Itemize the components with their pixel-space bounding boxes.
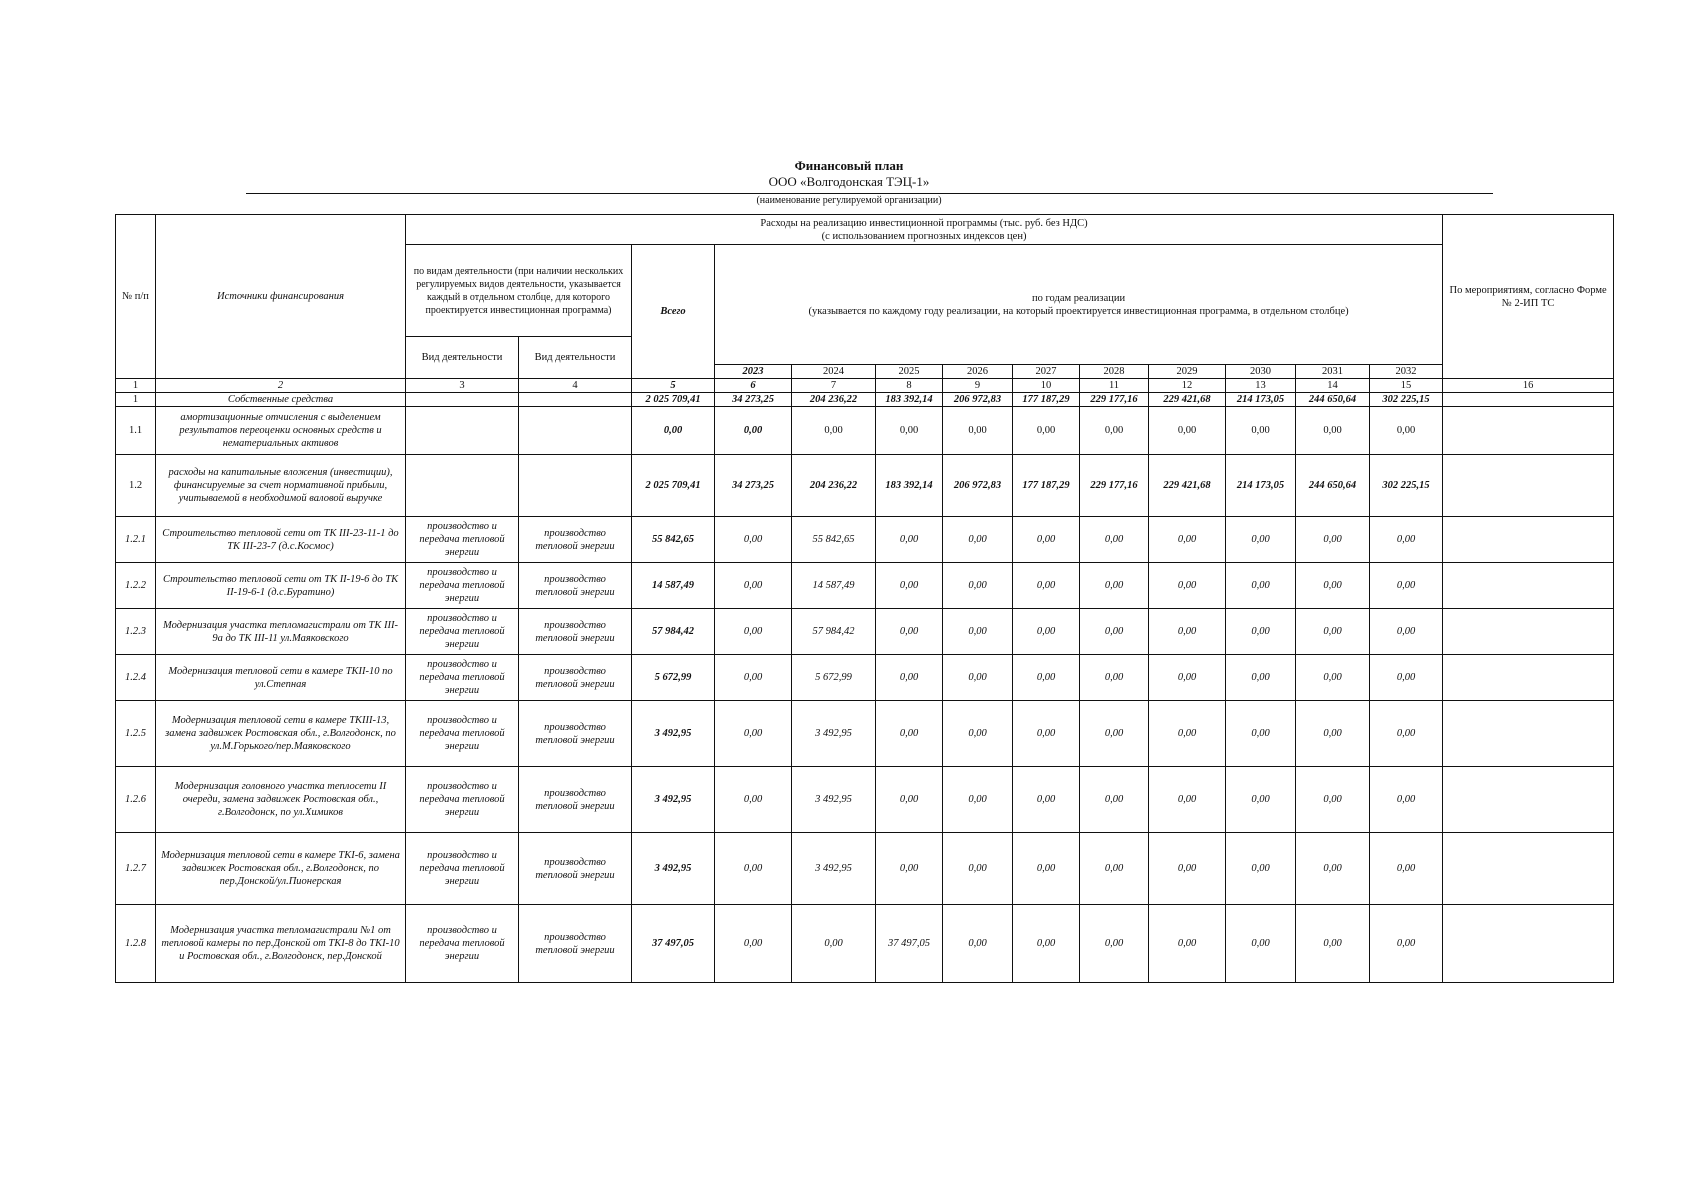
row-year-value: 14 587,49 <box>792 563 876 609</box>
row-year-value: 0,00 <box>1013 563 1080 609</box>
row-activity-a: производство и передача тепловой энергии <box>406 701 519 767</box>
row-year-value: 0,00 <box>1226 701 1296 767</box>
row-year-value: 0,00 <box>1080 655 1149 701</box>
row-year-value: 0,00 <box>876 701 943 767</box>
col-header-activity-b: Вид деятельности <box>519 337 632 379</box>
row-year-value: 0,00 <box>1080 767 1149 833</box>
row-source: амортизационные отчисления с выделением результатов переоценки основных средств и нематериальных активов <box>156 407 406 455</box>
col-header-year: 2026 <box>943 365 1013 379</box>
column-index-cell: 7 <box>792 379 876 393</box>
row-year-value: 0,00 <box>1296 767 1370 833</box>
row-year-value: 5 672,99 <box>792 655 876 701</box>
row-year-value: 302 225,15 <box>1370 455 1443 517</box>
row-year-value: 0,00 <box>1013 407 1080 455</box>
row-number: 1.2.2 <box>116 563 156 609</box>
row-year-value: 3 492,95 <box>792 701 876 767</box>
row-activity-b: производство тепловой энергии <box>519 563 632 609</box>
row-total: 2 025 709,41 <box>632 393 715 407</box>
row-total: 2 025 709,41 <box>632 455 715 517</box>
row-total: 3 492,95 <box>632 833 715 905</box>
row-activity-b <box>519 455 632 517</box>
row-year-value: 0,00 <box>1080 407 1149 455</box>
organization-underline <box>246 193 1493 194</box>
row-year-value: 0,00 <box>1013 701 1080 767</box>
row-year-value: 0,00 <box>1080 905 1149 983</box>
row-year-value: 0,00 <box>876 767 943 833</box>
row-source: расходы на капитальные вложения (инвестиции), финансируемые за счет нормативной прибыли, учитываемой в необходимой валовой выручке <box>156 455 406 517</box>
row-measures <box>1443 609 1614 655</box>
row-year-value: 0,00 <box>1149 563 1226 609</box>
row-number: 1.2.5 <box>116 701 156 767</box>
row-total: 55 842,65 <box>632 517 715 563</box>
row-source: Модернизация головного участка теплосети II очереди, замена задвижек Ростовская обл., г.Волгодонск, по ул.Химиков <box>156 767 406 833</box>
row-year-value: 0,00 <box>715 701 792 767</box>
row-year-value: 229 421,68 <box>1149 455 1226 517</box>
table-row <box>116 833 1614 905</box>
row-year-value: 0,00 <box>943 833 1013 905</box>
col-header-num: № п/п <box>116 215 156 379</box>
financial-plan-table <box>115 214 1614 983</box>
row-activity-a: производство и передача тепловой энергии <box>406 833 519 905</box>
row-year-value: 57 984,42 <box>792 609 876 655</box>
row-total: 5 672,99 <box>632 655 715 701</box>
row-activity-a: производство и передача тепловой энергии <box>406 609 519 655</box>
row-year-value: 0,00 <box>1370 563 1443 609</box>
row-year-value: 206 972,83 <box>943 393 1013 407</box>
column-index-cell: 4 <box>519 379 632 393</box>
column-index-cell: 1 <box>116 379 156 393</box>
row-year-value: 0,00 <box>1080 609 1149 655</box>
row-year-value: 0,00 <box>943 517 1013 563</box>
row-year-value: 229 421,68 <box>1149 393 1226 407</box>
row-year-value: 0,00 <box>1370 701 1443 767</box>
col-header-activity-a: Вид деятельности <box>406 337 519 379</box>
row-year-value: 183 392,14 <box>876 455 943 517</box>
row-source: Строительство тепловой сети от ТК III-23-11-1 до ТК III-23-7 (д.с.Космос) <box>156 517 406 563</box>
column-index-cell: 16 <box>1443 379 1614 393</box>
row-activity-b <box>519 407 632 455</box>
row-number: 1 <box>116 393 156 407</box>
row-year-value: 0,00 <box>1013 905 1080 983</box>
row-activity-a <box>406 393 519 407</box>
row-year-value: 177 187,29 <box>1013 455 1080 517</box>
row-year-value: 0,00 <box>1296 609 1370 655</box>
row-source: Модернизация участка тепломагистрали №1 от тепловой камеры по пер.Донской от ТКI-8 до ТКI-10 и Ростовская обл., г.Волгодонск, пер.Донской <box>156 905 406 983</box>
row-activity-b: производство тепловой энергии <box>519 655 632 701</box>
group-header-expenses-subtitle: (с использованием прогнозных индексов цен) <box>821 230 1027 242</box>
col-header-year: 2025 <box>876 365 943 379</box>
row-total: 14 587,49 <box>632 563 715 609</box>
row-year-value: 0,00 <box>1149 407 1226 455</box>
row-year-value: 0,00 <box>1013 517 1080 563</box>
row-year-value: 0,00 <box>1370 655 1443 701</box>
row-source: Строительство тепловой сети от ТК II-19-6 до ТК II-19-6-1 (д.с.Буратино) <box>156 563 406 609</box>
row-year-value: 0,00 <box>1226 767 1296 833</box>
row-measures <box>1443 517 1614 563</box>
row-year-value: 0,00 <box>1226 609 1296 655</box>
row-year-value: 0,00 <box>1296 833 1370 905</box>
row-year-value: 0,00 <box>1013 767 1080 833</box>
row-year-value: 0,00 <box>1296 905 1370 983</box>
row-year-value: 3 492,95 <box>792 767 876 833</box>
row-year-value: 34 273,25 <box>715 455 792 517</box>
row-activity-a: производство и передача тепловой энергии <box>406 517 519 563</box>
row-number: 1.1 <box>116 407 156 455</box>
row-year-value: 0,00 <box>1226 563 1296 609</box>
row-year-value: 3 492,95 <box>792 833 876 905</box>
row-year-value: 0,00 <box>943 407 1013 455</box>
row-year-value: 0,00 <box>1370 767 1443 833</box>
organization-name: ООО «Волгодонская ТЭЦ-1» <box>768 174 930 189</box>
row-activity-b: производство тепловой энергии <box>519 701 632 767</box>
row-year-value: 0,00 <box>715 655 792 701</box>
row-year-value: 0,00 <box>715 517 792 563</box>
column-index-cell: 8 <box>876 379 943 393</box>
row-activity-a: производство и передача тепловой энергии <box>406 563 519 609</box>
row-number: 1.2.7 <box>116 833 156 905</box>
row-year-value: 0,00 <box>1149 701 1226 767</box>
organization-note: (наименование регулируемой организации) <box>756 195 942 206</box>
col-header-year: 2028 <box>1080 365 1149 379</box>
table-row <box>116 455 1614 517</box>
row-total: 3 492,95 <box>632 701 715 767</box>
row-year-value: 229 177,16 <box>1080 455 1149 517</box>
row-measures <box>1443 407 1614 455</box>
row-year-value: 0,00 <box>1149 655 1226 701</box>
row-year-value: 0,00 <box>1296 407 1370 455</box>
column-index-cell: 6 <box>715 379 792 393</box>
row-year-value: 0,00 <box>715 609 792 655</box>
row-activity-b: производство тепловой энергии <box>519 833 632 905</box>
column-index-cell: 14 <box>1296 379 1370 393</box>
table-row <box>116 407 1614 455</box>
row-total: 57 984,42 <box>632 609 715 655</box>
table-row <box>116 905 1614 983</box>
row-year-value: 0,00 <box>1149 609 1226 655</box>
column-index-cell: 3 <box>406 379 519 393</box>
col-header-year: 2031 <box>1296 365 1370 379</box>
row-number: 1.2.6 <box>116 767 156 833</box>
row-year-value: 0,00 <box>715 833 792 905</box>
column-index-cell: 10 <box>1013 379 1080 393</box>
row-year-value: 0,00 <box>1296 701 1370 767</box>
col-header-total: Всего <box>632 245 715 379</box>
column-index-cell: 11 <box>1080 379 1149 393</box>
row-number: 1.2 <box>116 455 156 517</box>
row-activity-a: производство и передача тепловой энергии <box>406 655 519 701</box>
row-year-value: 244 650,64 <box>1296 455 1370 517</box>
row-total: 3 492,95 <box>632 767 715 833</box>
row-measures <box>1443 905 1614 983</box>
row-year-value: 302 225,15 <box>1370 393 1443 407</box>
row-year-value: 37 497,05 <box>876 905 943 983</box>
row-year-value: 0,00 <box>715 905 792 983</box>
row-year-value: 204 236,22 <box>792 393 876 407</box>
row-source: Собственные средства <box>156 393 406 407</box>
row-year-value: 0,00 <box>876 609 943 655</box>
row-year-value: 0,00 <box>1370 833 1443 905</box>
row-number: 1.2.8 <box>116 905 156 983</box>
table-row <box>116 609 1614 655</box>
column-index-cell: 9 <box>943 379 1013 393</box>
table-row <box>116 655 1614 701</box>
row-year-value: 0,00 <box>1370 905 1443 983</box>
row-year-value: 0,00 <box>876 563 943 609</box>
row-year-value: 55 842,65 <box>792 517 876 563</box>
row-year-value: 0,00 <box>943 767 1013 833</box>
document-header <box>0 158 1698 190</box>
row-year-value: 0,00 <box>715 767 792 833</box>
row-measures <box>1443 563 1614 609</box>
group-header-activity: по видам деятельности (при наличии нескольких регулируемых видов деятельности, указывается каждый в отдельном столбце, для которого проектируется инвестиционная программа) <box>406 245 632 337</box>
col-header-year: 2029 <box>1149 365 1226 379</box>
group-header-years-subtitle: (указывается по каждому году реализации, на который проектируется инвестиционная программа, в отдельном столбце) <box>808 305 1349 317</box>
row-year-value: 0,00 <box>1149 905 1226 983</box>
column-index-cell: 2 <box>156 379 406 393</box>
row-activity-a: производство и передача тепловой энергии <box>406 905 519 983</box>
col-header-year: 2030 <box>1226 365 1296 379</box>
row-year-value: 0,00 <box>943 609 1013 655</box>
row-year-value: 0,00 <box>943 563 1013 609</box>
row-source: Модернизация участка тепломагистрали от ТК III-9а до ТК III-11 ул.Маяковского <box>156 609 406 655</box>
row-total: 37 497,05 <box>632 905 715 983</box>
row-year-value: 0,00 <box>1226 517 1296 563</box>
row-year-value: 0,00 <box>876 655 943 701</box>
row-year-value: 0,00 <box>1226 833 1296 905</box>
col-header-year: 2032 <box>1370 365 1443 379</box>
row-total: 0,00 <box>632 407 715 455</box>
row-year-value: 0,00 <box>792 407 876 455</box>
group-header-years-title: по годам реализации <box>1032 292 1126 304</box>
row-year-value: 0,00 <box>1013 609 1080 655</box>
row-activity-b: производство тепловой энергии <box>519 517 632 563</box>
row-measures <box>1443 393 1614 407</box>
row-source: Модернизация тепловой сети в камере ТКI-6, замена задвижек Ростовская обл., г.Волгодонск, по пер.Донской/ул.Пионерская <box>156 833 406 905</box>
row-number: 1.2.1 <box>116 517 156 563</box>
row-year-value: 0,00 <box>1080 701 1149 767</box>
row-year-value: 0,00 <box>1370 517 1443 563</box>
table-row <box>116 701 1614 767</box>
row-year-value: 0,00 <box>1296 517 1370 563</box>
col-header-year: 2023 <box>715 365 792 379</box>
document-title: Финансовый план <box>794 158 904 173</box>
row-activity-b <box>519 393 632 407</box>
row-year-value: 0,00 <box>943 655 1013 701</box>
row-year-value: 183 392,14 <box>876 393 943 407</box>
row-year-value: 214 173,05 <box>1226 393 1296 407</box>
row-measures <box>1443 655 1614 701</box>
row-activity-a: производство и передача тепловой энергии <box>406 767 519 833</box>
row-activity-a <box>406 407 519 455</box>
row-measures <box>1443 767 1614 833</box>
column-index-cell: 12 <box>1149 379 1226 393</box>
table-row <box>116 767 1614 833</box>
row-year-value: 0,00 <box>1370 609 1443 655</box>
row-year-value: 0,00 <box>1296 563 1370 609</box>
column-index-cell: 5 <box>632 379 715 393</box>
table-row <box>116 393 1614 407</box>
row-activity-b: производство тепловой энергии <box>519 767 632 833</box>
row-activity-a <box>406 455 519 517</box>
row-year-value: 0,00 <box>876 517 943 563</box>
row-year-value: 206 972,83 <box>943 455 1013 517</box>
group-header-expenses <box>406 215 1443 245</box>
row-year-value: 0,00 <box>1080 517 1149 563</box>
row-year-value: 0,00 <box>1149 517 1226 563</box>
row-year-value: 0,00 <box>943 701 1013 767</box>
row-year-value: 0,00 <box>1080 833 1149 905</box>
col-header-source: Источники финансирования <box>156 215 406 379</box>
row-year-value: 177 187,29 <box>1013 393 1080 407</box>
row-year-value: 0,00 <box>715 563 792 609</box>
row-year-value: 214 173,05 <box>1226 455 1296 517</box>
row-year-value: 0,00 <box>792 905 876 983</box>
row-activity-b: производство тепловой энергии <box>519 905 632 983</box>
column-index-cell: 13 <box>1226 379 1296 393</box>
row-year-value: 0,00 <box>1013 655 1080 701</box>
row-year-value: 0,00 <box>1149 833 1226 905</box>
row-year-value: 0,00 <box>715 407 792 455</box>
row-source: Модернизация тепловой сети в камере ТКIII-13, замена задвижек Ростовская обл., г.Волгодонск, по ул.М.Горького/пер.Маяковского <box>156 701 406 767</box>
group-header-expenses-title: Расходы на реализацию инвестиционной программы (тыс. руб. без НДС) <box>760 217 1088 229</box>
row-year-value: 244 650,64 <box>1296 393 1370 407</box>
row-year-value: 0,00 <box>943 905 1013 983</box>
row-measures <box>1443 833 1614 905</box>
row-year-value: 0,00 <box>1013 833 1080 905</box>
row-activity-b: производство тепловой энергии <box>519 609 632 655</box>
column-index-cell: 15 <box>1370 379 1443 393</box>
row-measures <box>1443 455 1614 517</box>
col-header-measures: По мероприятиям, согласно Форме № 2-ИП ТС <box>1443 215 1614 379</box>
row-source: Модернизация тепловой сети в камере ТКII-10 по ул.Степная <box>156 655 406 701</box>
row-year-value: 0,00 <box>876 407 943 455</box>
col-header-year: 2027 <box>1013 365 1080 379</box>
row-year-value: 229 177,16 <box>1080 393 1149 407</box>
row-year-value: 0,00 <box>1226 905 1296 983</box>
table-row <box>116 517 1614 563</box>
row-year-value: 0,00 <box>1080 563 1149 609</box>
row-year-value: 0,00 <box>1226 655 1296 701</box>
group-header-years <box>715 245 1443 365</box>
row-year-value: 204 236,22 <box>792 455 876 517</box>
row-year-value: 0,00 <box>1226 407 1296 455</box>
row-year-value: 0,00 <box>876 833 943 905</box>
row-year-value: 34 273,25 <box>715 393 792 407</box>
table-row <box>116 563 1614 609</box>
row-measures <box>1443 701 1614 767</box>
col-header-year: 2024 <box>792 365 876 379</box>
row-year-value: 0,00 <box>1370 407 1443 455</box>
row-year-value: 0,00 <box>1149 767 1226 833</box>
row-number: 1.2.3 <box>116 609 156 655</box>
row-number: 1.2.4 <box>116 655 156 701</box>
row-year-value: 0,00 <box>1296 655 1370 701</box>
